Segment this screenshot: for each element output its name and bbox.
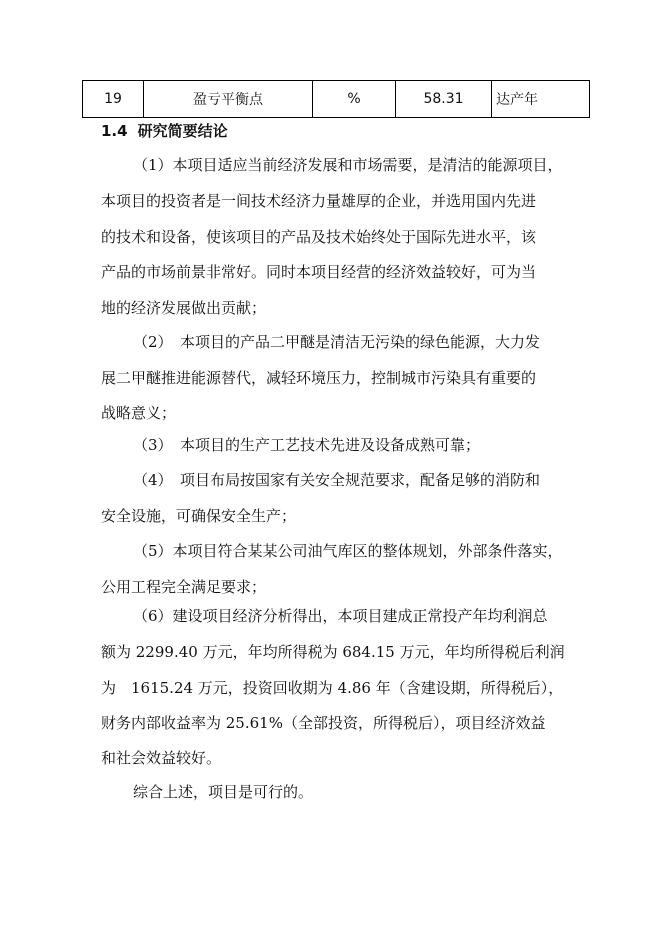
value-cell: 58.31 bbox=[396, 81, 492, 118]
paragraph-line: 额为 2299.40 万元，年均所得税为 684.15 万元，年均所得税后利润 bbox=[101, 643, 565, 661]
paragraph-line: （6）建设项目经济分析得出，本项目建成正常投产年均利润总 bbox=[133, 607, 548, 625]
paragraph-line: 本项目的投资者是一间技术经济力量雄厚的企业，并选用国内先进 bbox=[101, 192, 537, 210]
section-heading bbox=[101, 120, 228, 141]
paragraph-line: 公用工程完全满足要求； bbox=[101, 578, 267, 596]
section-number: 1.4 bbox=[101, 122, 128, 140]
paragraph-line: （2） 本项目的产品二甲醚是清洁无污染的绿色能源，大力发 bbox=[133, 333, 541, 351]
indicator-name-cell: 盈亏平衡点 bbox=[144, 81, 313, 118]
paragraph-line: 综合上述，项目是可行的。 bbox=[133, 783, 314, 801]
paragraph-line: 战略意义； bbox=[101, 404, 177, 422]
paragraph-line: 展二甲醚推进能源替代，减轻环境压力，控制城市污染具有重要的 bbox=[101, 369, 537, 387]
unit-cell: % bbox=[313, 81, 396, 118]
section-title: 研究简要结论 bbox=[137, 122, 228, 140]
paragraph-line: 和社会效益较好。 bbox=[101, 749, 222, 767]
paragraph-line: （1）本项目适应当前经济发展和市场需要，是清洁的能源项目， bbox=[133, 156, 563, 174]
table-row bbox=[83, 81, 590, 118]
paragraph-line: （3） 本项目的生产工艺技术先进及设备成熟可靠； bbox=[133, 436, 481, 454]
note-cell: 达产年 bbox=[492, 81, 590, 118]
paragraph-line: （4） 项目布局按国家有关安全规范要求，配备足够的消防和 bbox=[133, 471, 541, 489]
paragraph-line: 财务内部收益率为 25.61%（全部投资，所得税后），项目经济效益 bbox=[101, 714, 546, 732]
paragraph-line: 的技术和设备，使该项目的产品及技术始终处于国际先进水平，该 bbox=[101, 228, 537, 246]
indicator-table bbox=[82, 80, 590, 118]
paragraph-line: 地的经济发展做出贡献； bbox=[101, 299, 267, 317]
paragraph-line: 安全设施，可确保安全生产； bbox=[101, 507, 297, 525]
paragraph-line: （5）本项目符合某某公司油气库区的整体规划，外部条件落实， bbox=[133, 542, 563, 560]
row-index-cell: 19 bbox=[83, 81, 144, 118]
paragraph-line: 产品的市场前景非常好。同时本项目经营的经济效益较好，可为当 bbox=[101, 263, 537, 281]
paragraph-line: 为 1615.24 万元，投资回收期为 4.86 年（含建设期，所得税后）， bbox=[101, 679, 564, 697]
